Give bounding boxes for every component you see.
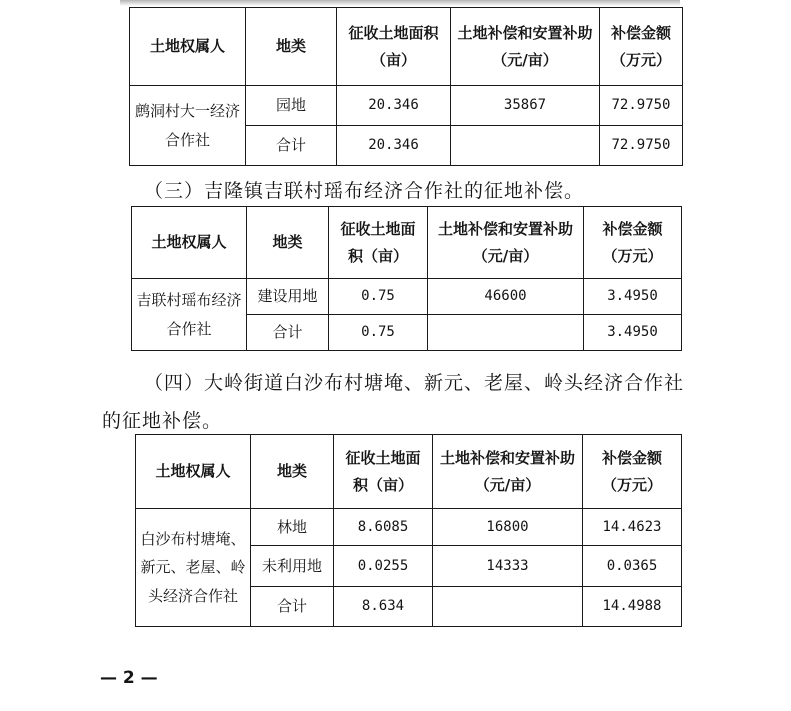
owner-cell: 鹧洞村大一经济合作社	[130, 86, 246, 166]
header-land-type: 地类	[251, 435, 334, 509]
land-type-cell: 园地	[246, 86, 337, 126]
rate-cell	[433, 587, 583, 627]
land-type-cell: 合计	[247, 315, 329, 351]
table-row	[130, 86, 683, 126]
area-cell: 0.0255	[334, 546, 433, 587]
header-owner: 土地权属人	[130, 8, 246, 86]
amount-cell: 14.4988	[583, 587, 682, 627]
header-amount: 补偿金额（万元）	[583, 435, 682, 509]
section-4-heading-line-1: （四）大岭街道白沙布村塘埯、新元、老屋、岭头经济合作社	[144, 372, 685, 394]
area-cell: 0.75	[329, 315, 428, 351]
table-row	[132, 279, 682, 315]
header-rate: 土地补偿和安置补助（元/亩）	[433, 435, 583, 509]
area-cell: 8.634	[334, 587, 433, 627]
rate-cell: 16800	[433, 509, 583, 546]
land-type-cell: 林地	[251, 509, 334, 546]
amount-cell: 3.4950	[584, 279, 682, 315]
owner-cell: 吉联村瑶布经济合作社	[132, 279, 247, 351]
area-cell: 0.75	[329, 279, 428, 315]
rate-cell	[428, 315, 584, 351]
rate-cell: 46600	[428, 279, 584, 315]
compensation-table-2	[131, 206, 682, 351]
header-amount: 补偿金额（万元）	[600, 8, 683, 86]
header-area: 征收土地面积（亩）	[337, 8, 451, 86]
owner-cell: 白沙布村塘埯、新元、老屋、岭头经济合作社	[136, 509, 251, 627]
amount-cell: 0.0365	[583, 546, 682, 587]
header-land-type: 地类	[247, 207, 329, 279]
table-row	[136, 509, 682, 546]
land-type-cell: 未利用地	[251, 546, 334, 587]
table-header-row	[130, 8, 683, 86]
land-type-cell: 建设用地	[247, 279, 329, 315]
table-header-row	[132, 207, 682, 279]
header-amount: 补偿金额（万元）	[584, 207, 682, 279]
amount-cell: 72.9750	[600, 86, 683, 126]
land-type-cell: 合计	[246, 126, 337, 166]
page-number: — 2 —	[100, 668, 158, 688]
header-rate: 土地补偿和安置补助（元/亩）	[428, 207, 584, 279]
compensation-table-1	[129, 7, 683, 166]
compensation-table-3	[135, 434, 682, 627]
section-4-heading-line-2: 的征地补偿。	[102, 410, 223, 432]
section-3-heading: （三）吉隆镇吉联村瑶布经济合作社的征地补偿。	[144, 180, 585, 202]
header-area: 征收土地面积（亩）	[334, 435, 433, 509]
amount-cell: 72.9750	[600, 126, 683, 166]
land-type-cell: 合计	[251, 587, 334, 627]
area-cell: 20.346	[337, 126, 451, 166]
header-owner: 土地权属人	[136, 435, 251, 509]
header-area: 征收土地面积（亩）	[329, 207, 428, 279]
header-rate: 土地补偿和安置补助（元/亩）	[451, 8, 600, 86]
rate-cell	[451, 126, 600, 166]
table-header-row	[136, 435, 682, 509]
amount-cell: 14.4623	[583, 509, 682, 546]
rate-cell: 14333	[433, 546, 583, 587]
header-owner: 土地权属人	[132, 207, 247, 279]
amount-cell: 3.4950	[584, 315, 682, 351]
area-cell: 8.6085	[334, 509, 433, 546]
rate-cell: 35867	[451, 86, 600, 126]
cropped-previous-text	[120, 0, 680, 6]
area-cell: 20.346	[337, 86, 451, 126]
header-land-type: 地类	[246, 8, 337, 86]
